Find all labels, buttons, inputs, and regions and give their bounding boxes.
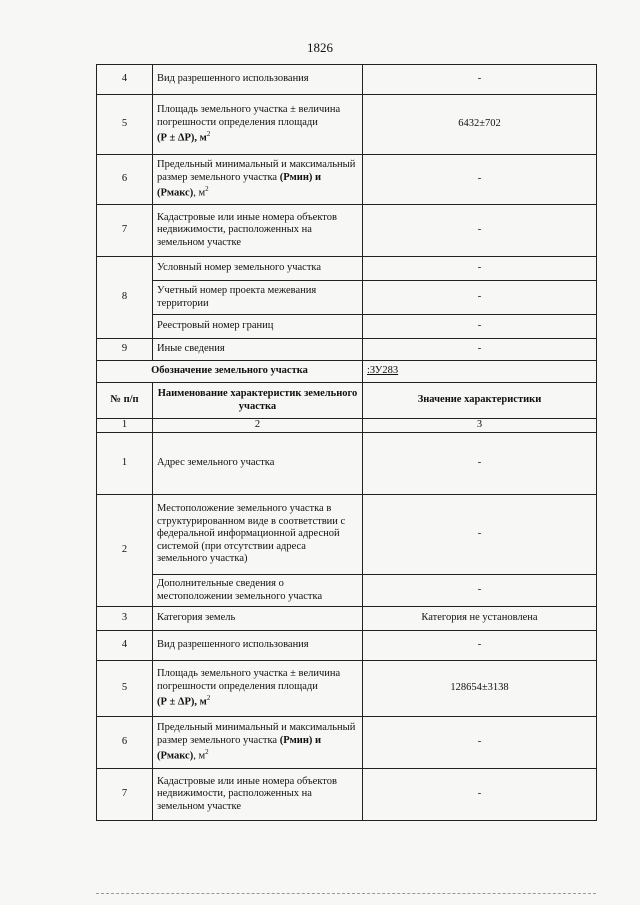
parcel-characteristics-table — [96, 64, 597, 821]
parcel-designation: :ЗУ283 — [367, 365, 399, 377]
table-row: 9 Иные сведения - — [97, 339, 597, 361]
table-row: 1 Адрес земельного участка - — [97, 433, 597, 495]
table-row: 7 Кадастровые или иные номера объектов недвижимости, расположенных на земельном участке - — [97, 205, 597, 257]
table-row: Учетный номер проекта межевания территории - — [97, 281, 597, 315]
table-row: 6 Предельный минимальный и максимальный размер земельного участка (Рмин) и (Рмакс), $м^2$ - — [97, 717, 597, 769]
index-row: 1 2 3 — [97, 419, 597, 433]
header-row: № п/п Наименование характеристик земельного участка Значение характеристики — [97, 383, 597, 419]
designation-row: Обозначение земельного участка :ЗУ283 — [97, 361, 597, 383]
table-row: 2 Местоположение земельного участка в структурированном виде в соответствии с федеральной информационной адресной системой (при отсутствии адреса земельного участка) - — [97, 495, 597, 575]
table-row: 5 Площадь земельного участка ± величина погрешности определения площади (Р ± ΔР), $м^2$ 6432±702 — [97, 95, 597, 155]
table-row: Реестровый номер границ - — [97, 315, 597, 339]
table-row: Дополнительные сведения о местоположении земельного участка - — [97, 575, 597, 607]
table-row: 8 Условный номер земельного участка - — [97, 257, 597, 281]
table-row: 6 Предельный минимальный и максимальный размер земельного участка (Рмин) и (Рмакс), $м^2$ - — [97, 155, 597, 205]
table-row: 3 Категория земель Категория не установлена — [97, 607, 597, 631]
table-row: 4 Вид разрешенного использования - — [97, 631, 597, 661]
page-number: 1826 — [307, 40, 333, 55]
page-bottom-edge — [96, 893, 596, 894]
table-row: 5 Площадь земельного участка ± величина погрешности определения площади (Р ± ΔР), $м^2$ 128654±3138 — [97, 661, 597, 717]
table-row: 7 Кадастровые или иные номера объектов недвижимости, расположенных на земельном участке - — [97, 769, 597, 821]
table-row: 4 Вид разрешенного использования - — [97, 65, 597, 95]
